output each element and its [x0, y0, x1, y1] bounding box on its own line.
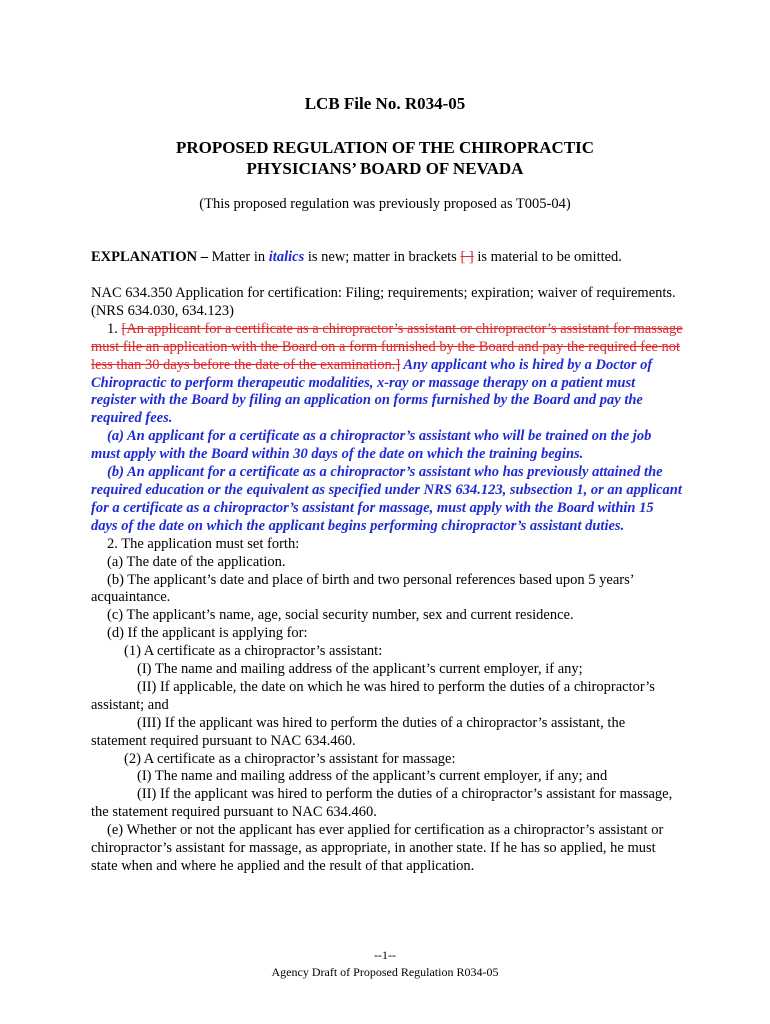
paragraph-2c: (c) The applicant’s name, age, social security number, sex and current residence. — [107, 607, 574, 624]
paragraph-2d1-II: (II) If applicable, the date on which he was hired to perform the duties of a chiropractor’s assistant; and — [91, 678, 655, 713]
brackets-sample: [ ] — [460, 249, 474, 265]
paragraph-2d1: (1) A certificate as a chiropractor’s assistant: — [124, 643, 383, 660]
paragraph-2d1-I: (I) The name and mailing address of the applicant’s current employer, if any; — [137, 661, 583, 678]
explanation-label: EXPLANATION – — [91, 249, 208, 265]
title-line-2: PHYSICIANS’ BOARD OF NEVADA — [246, 159, 524, 178]
paragraph-2: 2. The application must set forth: — [107, 535, 300, 552]
paragraph-2d: (d) If the applicant is applying for: — [107, 625, 308, 642]
regulation-title — [0, 137, 770, 179]
paragraph-2e: (e) Whether or not the applicant has ever applied for certification as a chiropractor’s assistant or chiropractor’s assistant for massage, as appropriate, in another state. If he has so applied, he must state when and where he applied and the result of that application. — [91, 822, 664, 874]
paragraph-2d1-III: (III) If the applicant was hired to perform the duties of a chiropractor’s assistant, the statement required pursuant to NAC 634.460. — [91, 714, 626, 749]
explanation-text: is new; matter in brackets — [304, 249, 461, 265]
paragraph-2d2-I: (I) The name and mailing address of the applicant’s current employer, if any; and — [137, 768, 608, 785]
regulation-body — [91, 285, 683, 876]
footer-caption: Agency Draft of Proposed Regulation R034-05 — [271, 965, 499, 979]
paragraph-1a: (a) An applicant for a certificate as a chiropractor’s assistant who will be trained on the job must apply with the Board within 30 days of the date on which the training begins. — [91, 428, 652, 463]
page-footer — [0, 947, 770, 981]
paragraph-2d2: (2) A certificate as a chiropractor’s assistant for massage: — [124, 750, 456, 767]
italics-sample: italics — [268, 249, 305, 265]
explanation-text: Matter in — [207, 249, 269, 265]
paragraph-2d2-II: (II) If the applicant was hired to perform the duties of a chiropractor’s assistant for massage, the statement required pursuant to NAC 634.460. — [91, 786, 673, 821]
paragraph-1 — [91, 321, 683, 428]
title-line-1: PROPOSED REGULATION OF THE CHIROPRACTIC — [175, 138, 595, 157]
paragraph-2a: (a) The date of the application. — [107, 553, 286, 570]
paragraph-2b: (b) The applicant’s date and place of birth and two personal references based upon 5 years’ acquaintance. — [91, 571, 634, 606]
new-text: Any applicant who is hired by a Doctor of Chiropractic to perform therapeutic modalities, x-ray or massage therapy on a patient must register with the Board by filing an application on forms furnished by the Board and pay the required fees. — [91, 356, 653, 427]
deleted-text: [An applicant for a certificate as a chiropractor’s assistant or chiropractor’s assistant for massage must file an application with the Board on a form furnished by the Board and pay the required fee not less than 30 days before the date of the examination.] — [91, 320, 683, 373]
file-number: LCB File No. R034-05 — [304, 94, 466, 113]
previous-proposal-note: (This proposed regulation was previously proposed as T005-04) — [199, 196, 571, 212]
explanation-text: is material to be omitted. — [473, 249, 622, 265]
explanation-line — [91, 249, 691, 266]
section-heading: NAC 634.350 Application for certification: Filing; requirements; expiration; waiver of requirements. (NRS 634.030, 634.123) — [91, 285, 676, 319]
page-number: --1-- — [374, 948, 396, 962]
paragraph-1b: (b) An applicant for a certificate as a chiropractor’s assistant who has previously attained the required education or the equivalent as specified under NRS 634.123, subsection 1, or an applicant for a certificate as a chiropractor’s assistant for massage, must apply with the Board within 15 days of the date on which the applicant begins performing chiropractor’s assistant duties. — [91, 464, 682, 534]
paragraph-number: 1. — [107, 320, 122, 337]
